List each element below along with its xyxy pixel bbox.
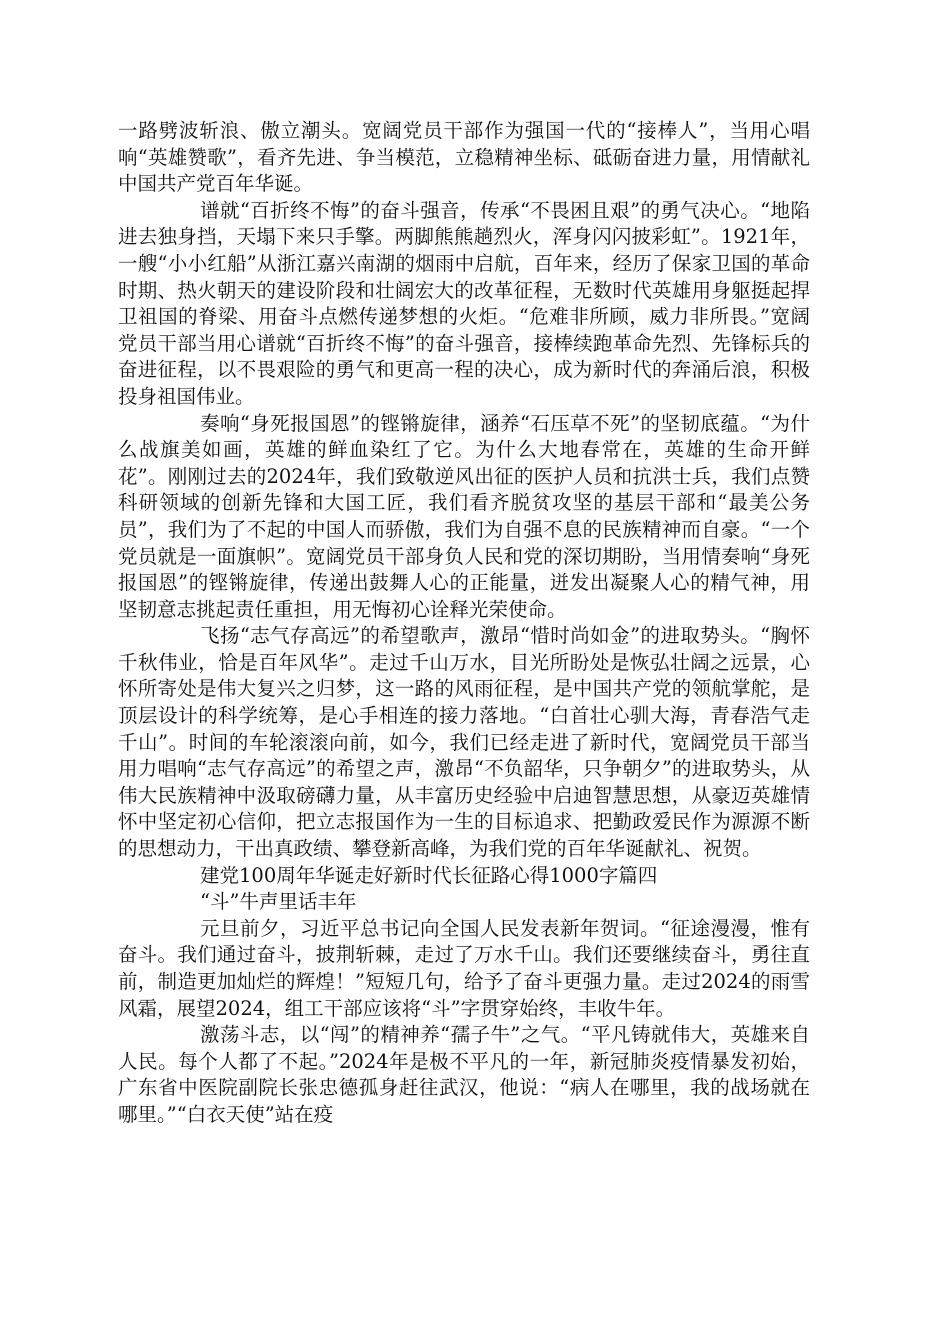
section-subtitle: “斗”牛声里话丰年	[200, 890, 357, 914]
paragraph-2: 谱就“百折终不悔”的奋斗强音，传承“不畏困且艰”的勇气决心。“地陷进去独身挡，天塌下来只手擎。两脚熊熊趟烈火，浑身闪闪披彩虹”。1921年，一艘“小小红船”从浙江嘉兴南湖的烟雨中启航，百年来，经历了保家卫国的革命时期、热火朝天的建设阶段和壮阔宏大的改革征程，无数时代英雄用身躯挺起捍卫祖国的脊梁、用奋斗点燃传递梦想的火炬。“危难非所顾，威力非所畏。”宽阔党员干部当用心谱就“百折终不悔”的奋斗强音，接棒续跑革命先烈、先锋标兵的奋进征程，以不畏艰险的勇气和更高一程的决心，成为新时代的奔涌后浪，积极投身祖国伟业。	[118, 198, 810, 408]
section-title: 建党100周年华诞走好新时代长征路心得1000字篇四	[200, 863, 658, 887]
paragraph-6: 激荡斗志，以“闯”的精神养“孺子牛”之气。“平凡铸就伟大，英雄来自人民。每个人都了不起。”2024年是极不平凡的一年，新冠肺炎疫情暴发初始，广东省中医院副院长张忠德孤身赶往武汉，他说：“病人在哪里，我的战场就在哪里。”“白衣天使”站在疫	[118, 1023, 810, 1126]
paragraph-3: 奏响“身死报国恩”的铿锵旋律，涵养“石压草不死”的坚韧底蕴。“为什么战旗美如画，英雄的鲜血染红了它。为什么大地春常在，英雄的生命开鲜花”。刚刚过去的2024年，我们致敬逆风出征的医护人员和抗洪士兵，我们点赞科研领域的创新先锋和大国工匠，我们看齐脱贫攻坚的基层干部和“最美公务员”，我们为了不起的中国人而骄傲，我们为自强不息的民族精神而自豪。“一个党员就是一面旗帜”。宽阔党员干部身负人民和党的深切期盼，当用情奏响“身死报国恩”的铿锵旋律，传递出鼓舞人心的正能量，迸发出凝聚人心的精气神，用坚韧意志挑起责任重担，用无悔初心诠释光荣使命。	[118, 411, 810, 621]
paragraph-1: 一路劈波斩浪、傲立潮头。宽阔党员干部作为强国一代的“接棒人”，当用心唱响“英雄赞歌”，看齐先进、争当模范，立稳精神坐标、砥砺奋进力量，用情献礼中国共产党百年华诞。	[118, 119, 810, 196]
paragraph-5: 元旦前夕，习近平总书记向全国人民发表新年贺词。“征途漫漫，惟有奋斗。我们通过奋斗，披荆斩棘，走过了万水千山。我们还要继续奋斗，勇往直前，制造更加灿烂的辉煌！”短短几句，给予了奋斗更强力量。走过2024的雨雪风霜，展望2024，组工干部应该将“斗”字贯穿始终，丰收牛年。	[118, 916, 810, 1020]
document-page	[118, 118, 810, 1129]
paragraph-4: 飞扬“志气存高远”的希望歌声，激昂“惜时尚如金”的进取势头。“胸怀千秋伟业，恰是百年风华”。走过千山万水，目光所盼处是恢弘壮阔之远景，心怀所寄处是伟大复兴之归梦，这一路的风雨征程，是中国共产党的领航掌舵，是顶层设计的科学统筹，是心手相连的接力落地。“白首壮心驯大海，青春浩气走千山”。时间的车轮滚滚向前，如今，我们已经走进了新时代，宽阔党员干部当用力唱响“志气存高远”的希望之声，激昂“不负韶华，只争朝夕”的进取势头，从伟大民族精神中汲取磅礴力量，从丰富历史经验中启迪智慧思想，从豪迈英雄情怀中坚定初心信仰，把立志报国作为一生的目标追求、把勤政爱民作为源源不断的思想动力，干出真政绩、攀登新高峰，为我们党的百年华诞献礼、祝贺。	[118, 624, 810, 861]
